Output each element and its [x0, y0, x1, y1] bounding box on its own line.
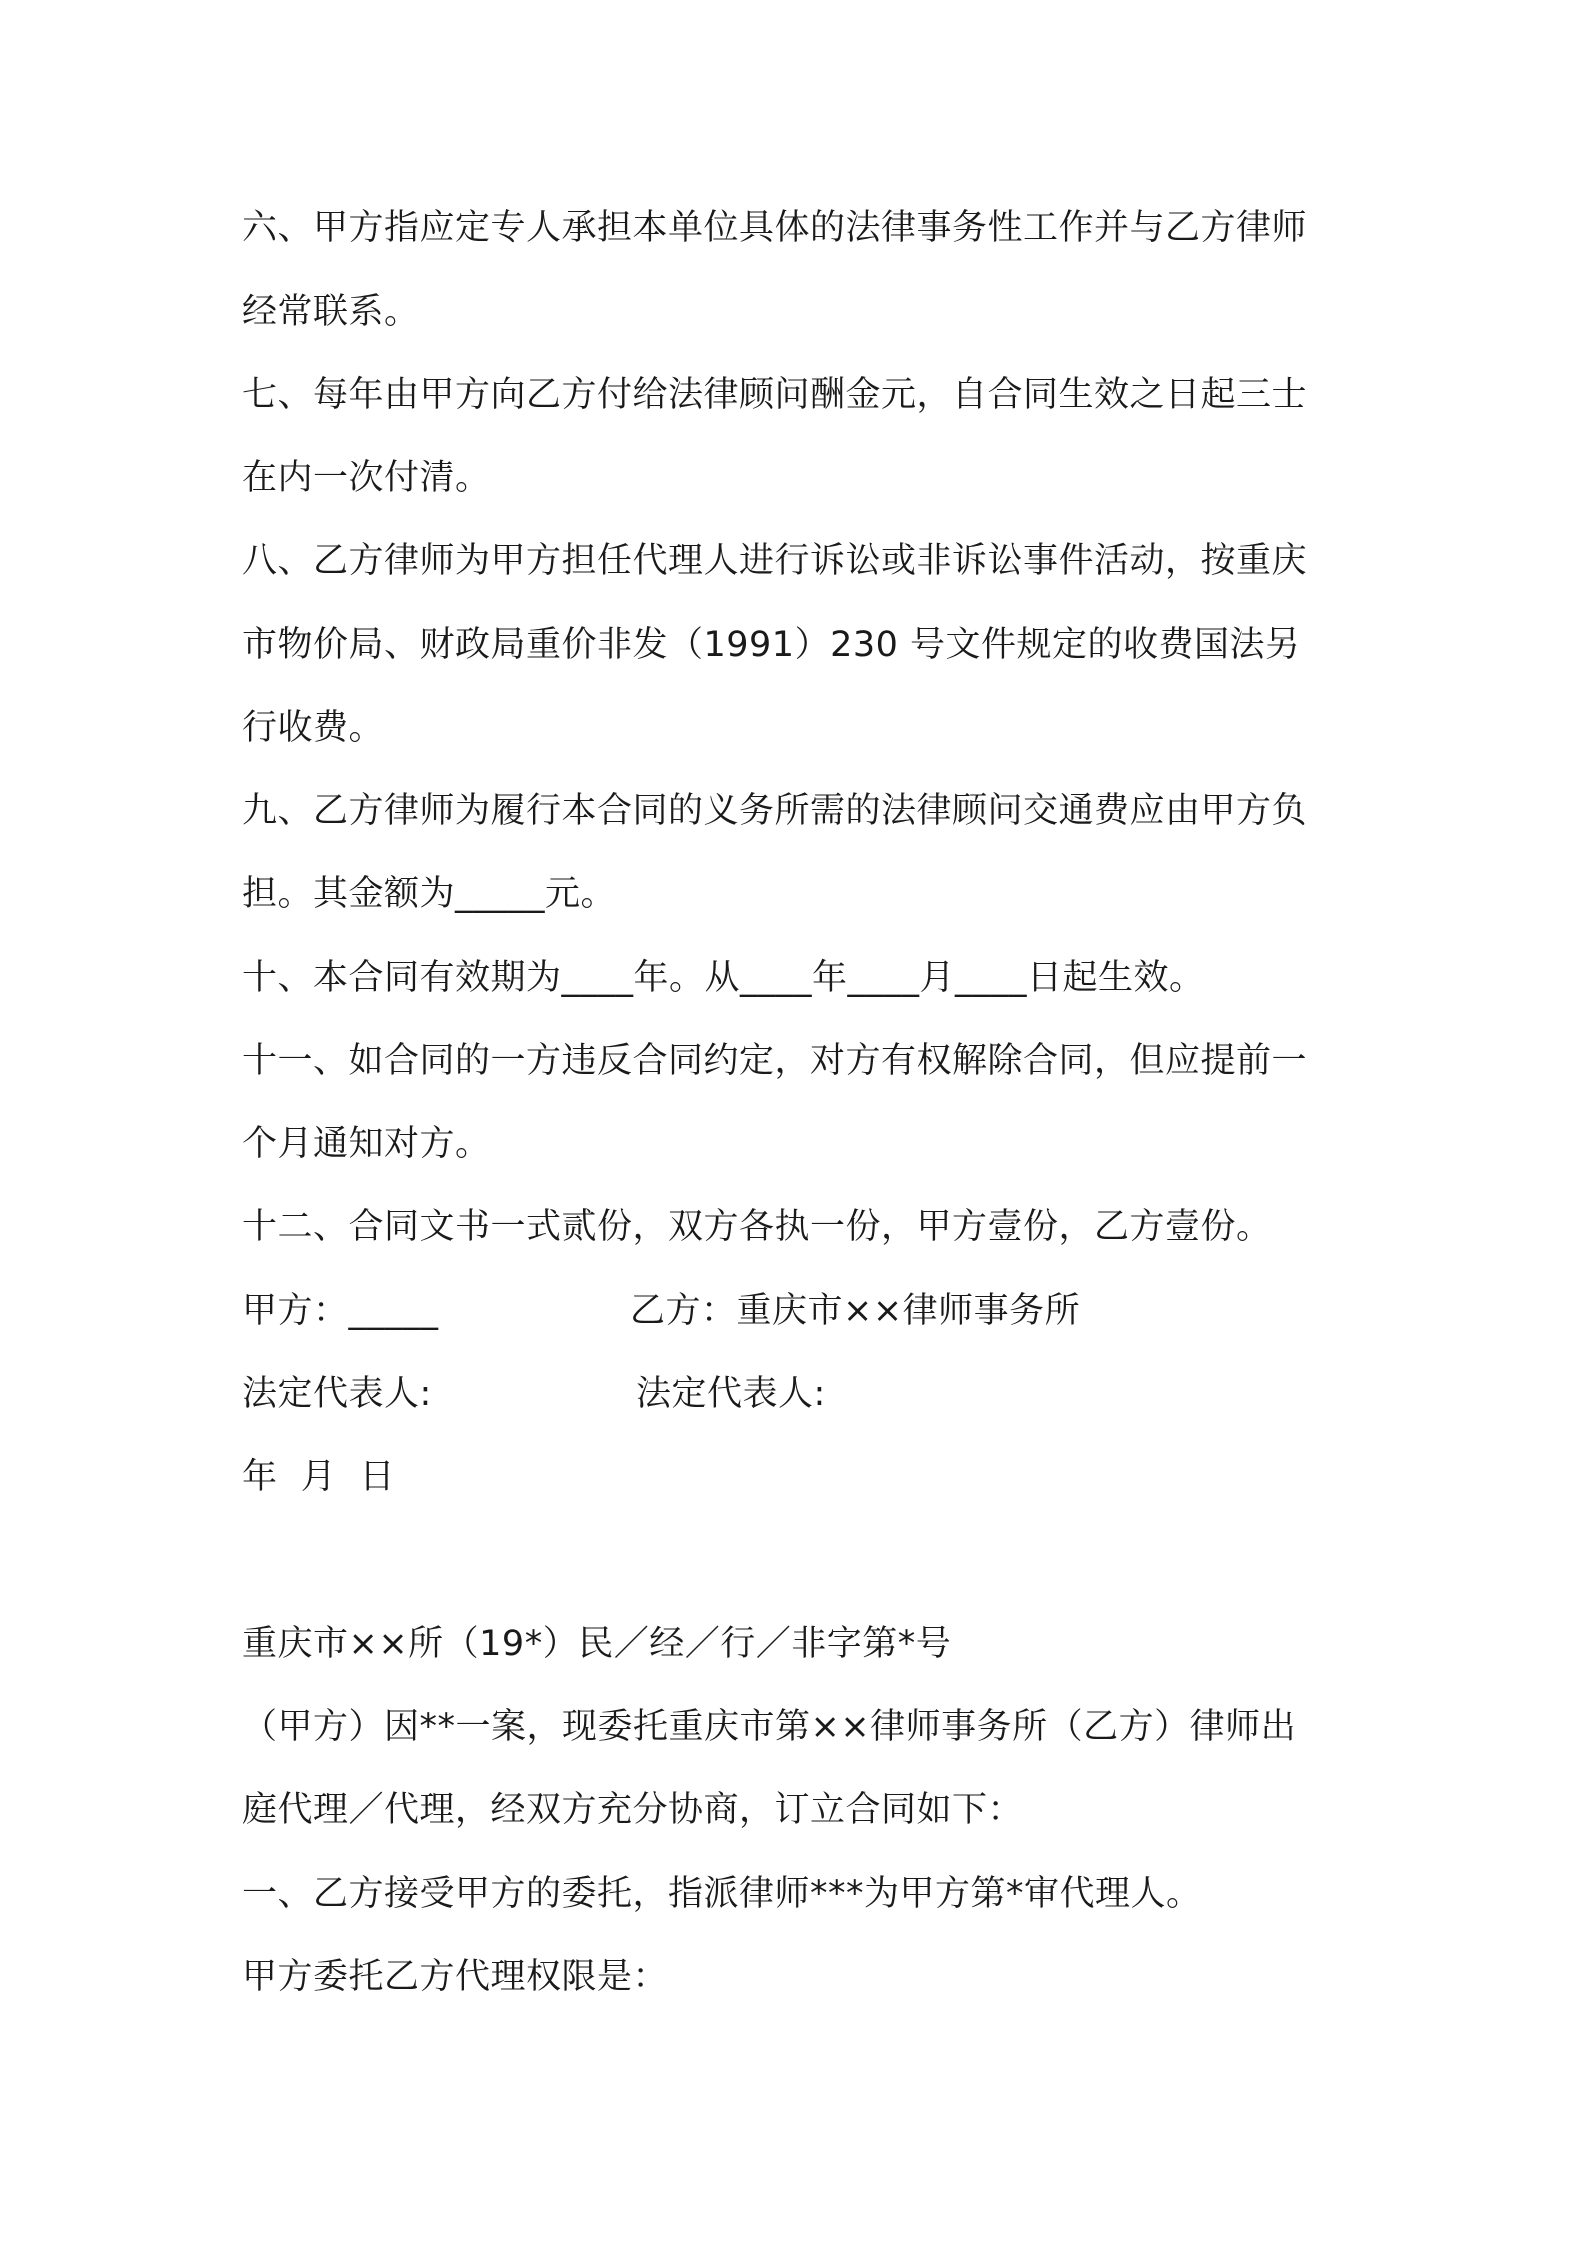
signature-party-a: 甲方：_____	[242, 1291, 439, 1331]
clause-9-line-1: 九、乙方律师为履行本合同的义务所需的法律顾问交通费应由甲方负	[242, 791, 1308, 831]
clause-9-line-2: 担。其金额为_____元。	[242, 874, 617, 914]
authority-line: 甲方委托乙方代理权限是：	[242, 1957, 669, 1997]
reference-number: 重庆市××所（19*）民／经／行／非字第*号	[242, 1624, 952, 1664]
clause-11-line-1: 十一、如合同的一方违反合同约定，对方有权解除合同，但应提前一	[242, 1041, 1308, 1081]
clause-8-line-1: 八、乙方律师为甲方担任代理人进行诉讼或非诉讼事件活动，按重庆	[242, 541, 1308, 581]
clause-11-line-2: 个月通知对方。	[242, 1124, 491, 1164]
clause-8-line-2: 市物价局、财政局重价非发（1991）230 号文件规定的收费国法另	[242, 625, 1301, 665]
signature-rep-a: 法定代表人:	[242, 1374, 432, 1414]
clause-7-line-2: 在内一次付清。	[242, 458, 491, 498]
intro-line-2: 庭代理／代理，经双方充分协商，订立合同如下：	[242, 1790, 1024, 1830]
clause-10: 十、本合同有效期为____年。从____年____月____日起生效。	[242, 958, 1205, 998]
clause-12: 十二、合同文书一式贰份，双方各执一份，甲方壹份，乙方壹份。	[242, 1207, 1272, 1247]
clause-1: 一、乙方接受甲方的委托，指派律师***为甲方第*审代理人。	[242, 1874, 1202, 1914]
signature-party-b: 乙方：重庆市××律师事务所	[630, 1291, 1081, 1331]
clause-7-line-1: 七、每年由甲方向乙方付给法律顾问酬金元，自合同生效之日起三士	[242, 375, 1308, 415]
clause-6-line-2: 经常联系。	[242, 292, 420, 332]
signature-date: 年 月 日	[242, 1457, 396, 1497]
signature-rep-b: 法定代表人:	[636, 1374, 826, 1414]
intro-line-1: （甲方）因**一案，现委托重庆市第××律师事务所（乙方）律师出	[242, 1707, 1297, 1747]
clause-6-line-1: 六、甲方指应定专人承担本单位具体的法律事务性工作并与乙方律师	[242, 208, 1308, 248]
clause-8-line-3: 行收费。	[242, 708, 385, 748]
